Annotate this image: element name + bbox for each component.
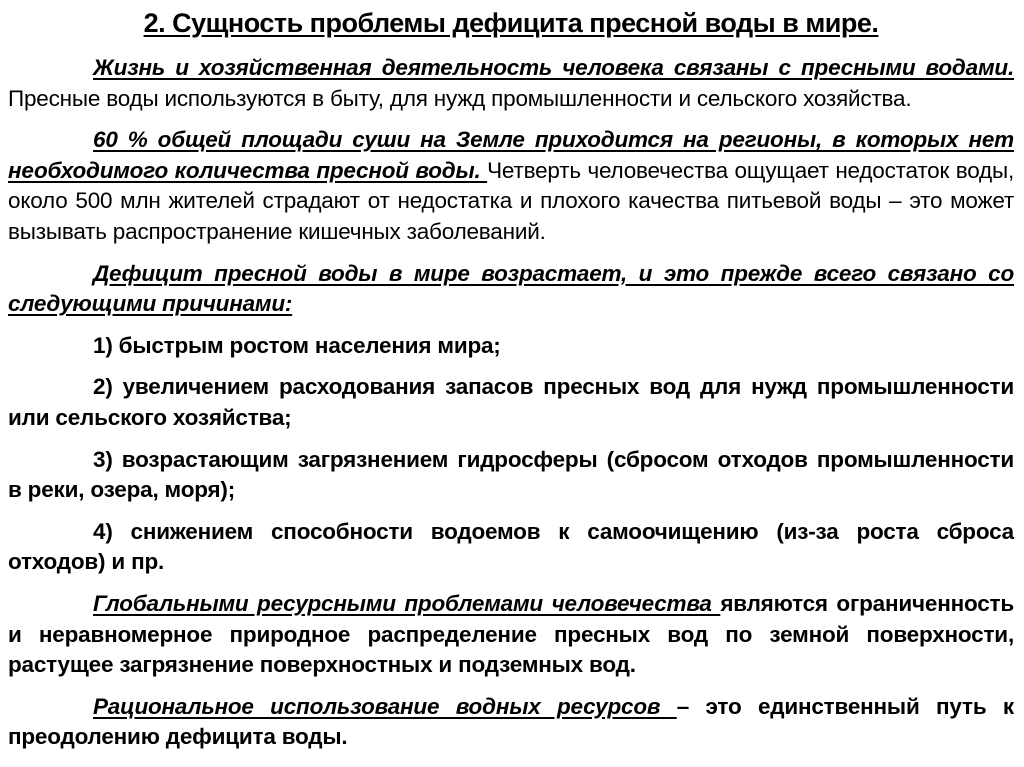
text-run-bold: – это единственный путь к преодолению дефицита воды. <box>8 693 1014 750</box>
paragraph-reason-4 <box>8 517 1014 578</box>
paragraph-deficit-growth <box>8 259 1014 320</box>
text-run-lead: Жизнь и хозяйственная деятельность человека связаны с пресными водами. <box>93 55 1014 80</box>
text-run-regular: Пресные воды используются в быту, для нужд промышленности и сельского хозяйства. <box>8 85 912 111</box>
text-run-lead: 60 % общей площади суши на Земле приходится на регионы, в которых нет необходимого количества пресной воды. <box>8 127 1014 183</box>
text-run-lead: Дефицит пресной воды в мире возрастает, и это прежде всего связано со следующими причинами: <box>8 260 1014 317</box>
text-run-bold: 1) быстрым ростом населения мира; <box>93 332 501 358</box>
paragraph-global-problems <box>8 589 1014 681</box>
paragraph-land-share <box>8 125 1014 247</box>
text-run-bold: 3) возрастающим загрязнением гидросферы (сбросом отходов промышленности в реки, озера, моря); <box>8 446 1014 503</box>
slide-title: 2. Сущность проблемы дефицита пресной воды в мире. <box>143 8 879 38</box>
text-run-regular: Четверть человечества ощущает недостаток воды, около 500 млн жителей страдают от недостатка и плохого качества питьевой воды – это может вызывать распространение кишечных заболеваний. <box>8 157 1015 244</box>
paragraph-reason-3 <box>8 445 1014 506</box>
text-run-lead: Рациональное использование водных ресурсов <box>93 693 677 719</box>
text-run-bold: 4) снижением способности водоемов к самоочищению (из-за роста сброса отходов) и пр. <box>8 518 1014 575</box>
text-run-bold: 2) увеличением расходования запасов пресных вод для нужд промышленности или сельского хозяйства; <box>8 374 1014 430</box>
text-run-lead: Глобальными ресурсными проблемами человечества <box>93 590 721 616</box>
text-run-bold: являются ограниченность и неравномерное природное распределение пресных вод по земной поверхности, растущее загрязнение поверхностных и подземных вод. <box>8 590 1014 678</box>
paragraph-rational-use <box>8 692 1014 753</box>
paragraph-reason-2 <box>8 372 1014 433</box>
paragraph-intro <box>8 53 1014 114</box>
slide-body <box>8 53 1014 753</box>
paragraph-reason-1 <box>8 331 1014 362</box>
